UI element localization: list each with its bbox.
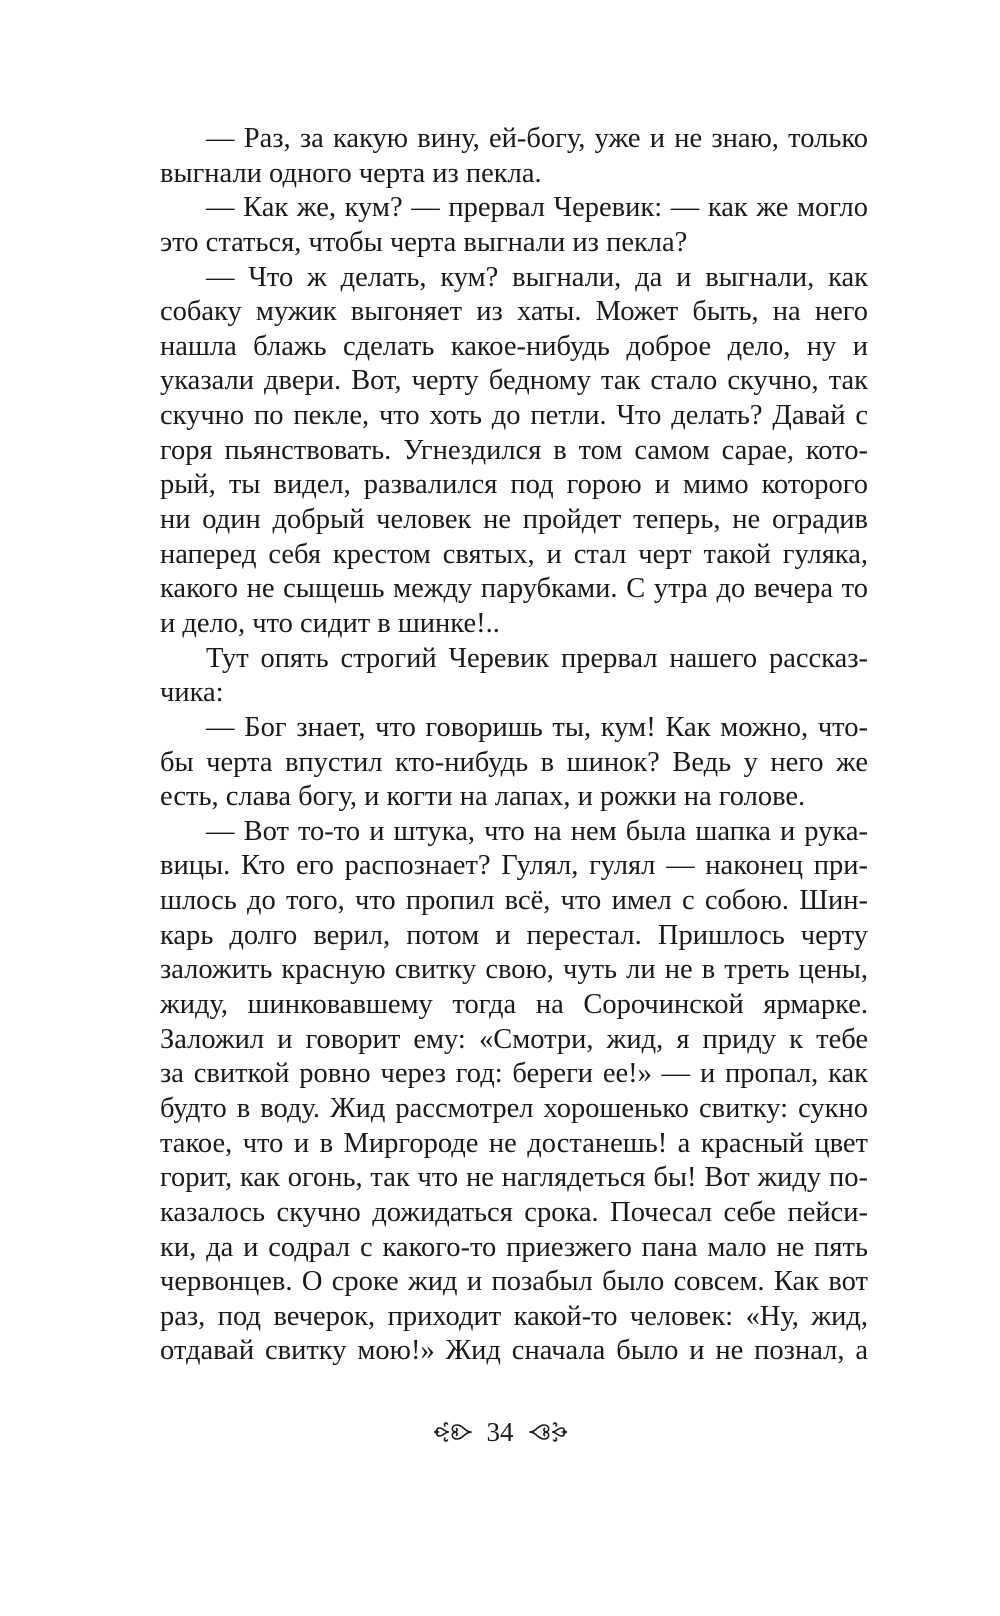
- text-line: — Раз, за какую вину, ей-богу, уже и не знаю, только: [206, 123, 868, 154]
- text-line: — Что ж делать, кум? выгнали, да и выгнали, как: [206, 261, 868, 293]
- text-line: вицы. Кто его распознает? Гулял, гулял — наконец при-: [160, 850, 868, 882]
- text-line: жиду, шинковавшему тогда на Сорочинской ярмарке.: [160, 989, 868, 1021]
- text-line: бы черта впустил кто-нибудь в шинок? Ведь у него же: [160, 746, 868, 778]
- text-line: — Бог знает, что говоришь ты, кум! Как можно, что-: [206, 711, 868, 743]
- text-line: и дело, что сидит в шинке!..: [160, 607, 500, 639]
- text-line: раз, под вечерок, приходит какой-то человек: «Ну, жид,: [160, 1300, 868, 1332]
- text-line: выгнали одного черта из пекла.: [160, 157, 542, 189]
- text-line: ки, да и содрал с какого-то приезжего пана мало не пять: [160, 1231, 868, 1263]
- text-line: за свиткой ровно через год: береги ее!» — и пропал, как: [160, 1058, 868, 1090]
- text-line: такое, что и в Миргороде не достанешь! а красный цвет: [160, 1127, 868, 1159]
- text-line: горит, как огонь, так что не наглядеться бы! Вот жиду по-: [160, 1162, 868, 1194]
- text-line: — Вот то-то и штука, что на нем была шапка и рука-: [206, 815, 868, 847]
- text-line: скучно по пекле, что хоть до петли. Что делать? Давай с: [160, 400, 868, 432]
- text-line: шлось до того, что пропил всё, что имел с собою. Шин-: [160, 885, 868, 917]
- text-line: чика:: [160, 677, 224, 709]
- text-line: Заложил и говорит ему: «Смотри, жид, я приду к тебе: [160, 1023, 868, 1055]
- text-line: нашла блажь сделать какое-нибудь доброе дело, ну и: [160, 330, 868, 362]
- text-line: заложить красную свитку свою, чуть ли не в треть цены,: [160, 954, 868, 986]
- page-footer: [0, 1412, 1000, 1452]
- fleuron-left-icon: [433, 1420, 473, 1444]
- text-line: рый, ты видел, развалился под горою и мимо которого: [160, 469, 868, 501]
- fleuron-right-icon: [528, 1420, 568, 1444]
- text-line: отдавай свитку мою!» Жид сначала было и не познал, а: [160, 1335, 868, 1367]
- page-text: [160, 122, 868, 1369]
- text-line: казалось скучно дожидаться срока. Почесал себе пейси-: [160, 1196, 868, 1228]
- text-line: будто в воду. Жид рассмотрел хорошенько свитку: сукно: [160, 1092, 868, 1124]
- text-line: ни один добрый человек не пройдет теперь, не оградив: [160, 504, 868, 536]
- text-line: червонцев. О сроке жид и позабыл было совсем. Как вот: [160, 1266, 868, 1298]
- text-line: есть, слава богу, и когти на лапах, и рожки на голове.: [160, 781, 806, 813]
- text-line: — Как же, кум? — прервал Черевик: — как же могло: [206, 192, 868, 224]
- text-line: это статься, чтобы черта выгнали из пекла?: [160, 226, 688, 258]
- page-number: 34: [486, 1417, 514, 1447]
- text-line: наперед себя крестом святых, и стал черт такой гуляка,: [160, 538, 868, 570]
- text-line: Тут опять строгий Черевик прервал нашего рассказ-: [206, 642, 868, 674]
- text-line: собаку мужик выгоняет из хаты. Может быть, на него: [160, 296, 868, 328]
- text-line: какого не сыщешь между парубками. С утра до вечера то: [160, 573, 868, 605]
- text-line: карь долго верил, потом и перестал. Пришлось черту: [160, 919, 868, 951]
- text-line: горя пьянствовать. Угнездился в том самом сарае, кото-: [160, 434, 868, 466]
- text-line: указали двери. Вот, черту бедному так стало скучно, так: [160, 365, 868, 397]
